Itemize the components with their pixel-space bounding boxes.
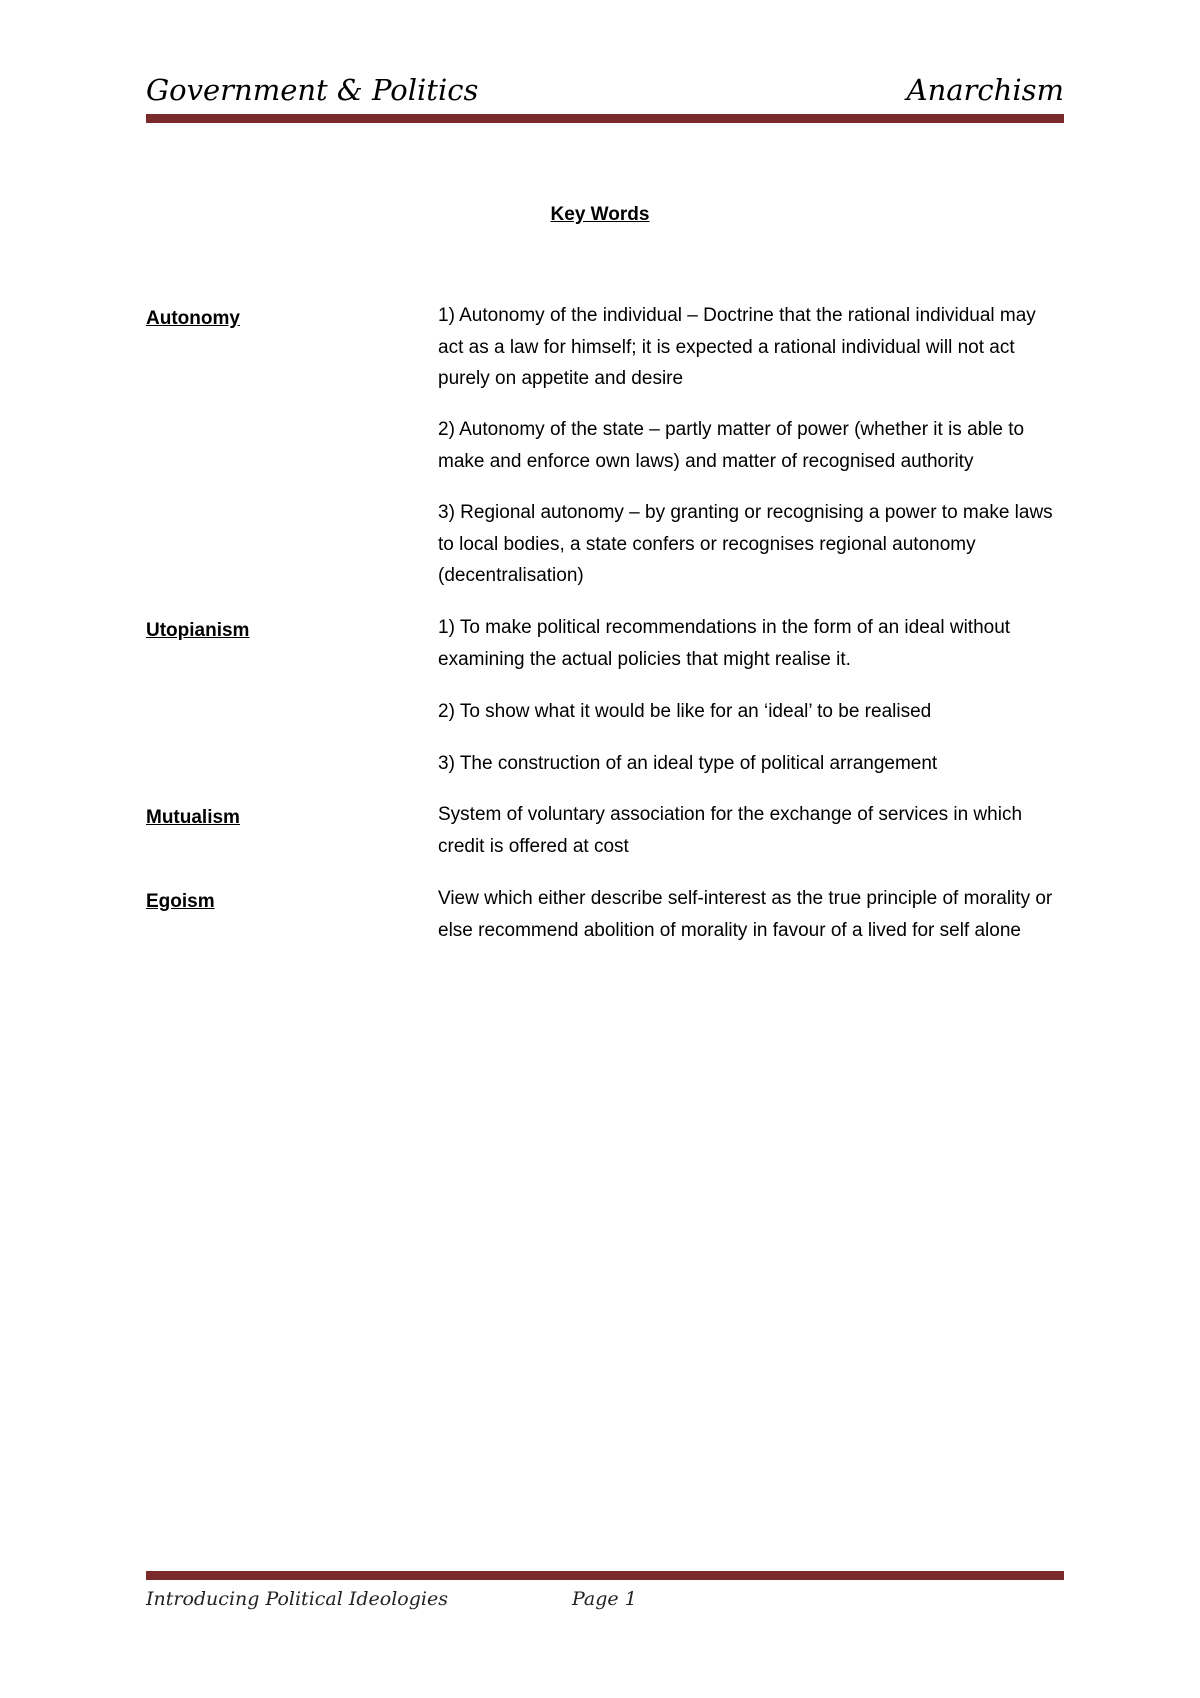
- term-autonomy: Autonomy: [146, 308, 240, 329]
- term-mutualism: Mutualism: [146, 807, 240, 828]
- definition-autonomy-1: 1) Autonomy of the individual – Doctrine that the rational individual may act as a law for himself; it is expected a rational individual will not act purely on appetite and desire: [438, 305, 1036, 389]
- footer-page-number: Page 1: [572, 1588, 637, 1610]
- footer-course: Introducing Political Ideologies: [146, 1588, 448, 1610]
- header-divider: [146, 114, 1064, 123]
- page-title: [0, 203, 1200, 227]
- definition-autonomy-2: 2) Autonomy of the state – partly matter of power (whether it is able to make and enforce own laws) and matter of recognised authority: [438, 419, 1025, 472]
- definition-autonomy-3: 3) Regional autonomy – by granting or recognising a power to make laws to local bodies, a state confers or recognises regional autonomy (decentralisation): [438, 502, 1053, 586]
- definition-utopianism-2: 2) To show what it would be like for an ‘ideal’ to be realised: [438, 701, 932, 722]
- term-utopianism: Utopianism: [146, 620, 250, 641]
- header-subject: Government & Politics: [146, 73, 479, 107]
- definition-utopianism-3: 3) The construction of an ideal type of political arrangement: [438, 753, 938, 774]
- page-title-text: Key Words: [550, 204, 650, 225]
- page-header: [146, 70, 1064, 110]
- header-topic: Anarchism: [906, 73, 1064, 107]
- definition-egoism: View which either describe self-interest as the true principle of morality or else recommend abolition of morality in favour of a lived for self alone: [438, 888, 1053, 941]
- definition-utopianism-1: 1) To make political recommendations in the form of an ideal without examining the actual policies that might realise it.: [438, 617, 1011, 670]
- term-egoism: Egoism: [146, 891, 215, 912]
- footer-divider: [146, 1571, 1064, 1580]
- definition-mutualism: System of voluntary association for the exchange of services in which credit is offered at cost: [438, 804, 1023, 857]
